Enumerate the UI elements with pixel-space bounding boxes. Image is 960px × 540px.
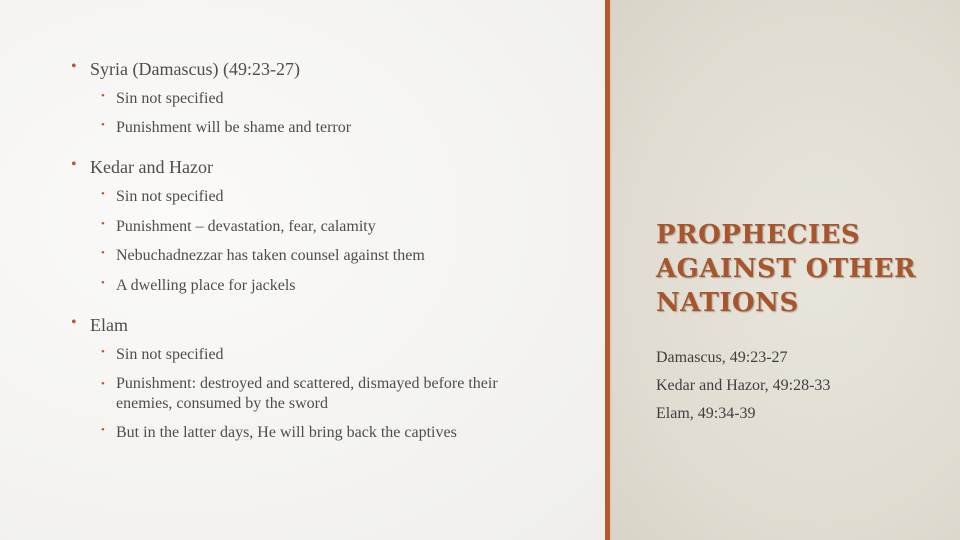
sub-bullet-text: Punishment: destroyed and scattered, dismayed before their enemies, consumed by the sword xyxy=(116,375,498,412)
sub-bullet xyxy=(101,119,352,137)
bullet-elam xyxy=(71,314,128,336)
bullet-dot-icon: • xyxy=(71,314,77,331)
bullet-dot-icon: • xyxy=(101,218,105,230)
bullet-dot-icon: • xyxy=(101,346,105,358)
sub-bullet xyxy=(101,277,296,295)
sub-bullet-text: Punishment – devastation, fear, calamity xyxy=(116,218,376,235)
sub-bullet xyxy=(101,188,224,206)
sub-bullet xyxy=(101,374,506,414)
reference-item: Kedar and Hazor, 49:28-33 xyxy=(656,377,831,394)
reference-item: Elam, 49:34-39 xyxy=(656,405,756,422)
sub-bullet xyxy=(101,90,224,108)
sub-bullet-text: Sin not specified xyxy=(116,346,224,363)
reference-list xyxy=(656,344,946,428)
sub-bullet xyxy=(101,247,425,265)
bullet-dot-icon: • xyxy=(71,156,77,173)
bullet-kedar-hazor xyxy=(71,156,213,178)
bullet-dot-icon: • xyxy=(71,58,77,75)
sub-bullet-text: Sin not specified xyxy=(116,188,224,205)
bullet-text: Elam xyxy=(90,315,128,335)
sub-bullet-text: Nebuchadnezzar has taken counsel against them xyxy=(116,247,425,264)
bullet-dot-icon: • xyxy=(101,90,105,102)
sub-bullet-text: A dwelling place for jackels xyxy=(116,277,296,294)
sub-bullet-text: Sin not specified xyxy=(116,90,224,107)
bullet-dot-icon: • xyxy=(101,188,105,200)
sub-bullet xyxy=(101,346,224,364)
bullet-dot-icon: • xyxy=(101,378,105,390)
sub-bullet-text: Punishment will be shame and terror xyxy=(116,119,352,136)
bullet-dot-icon: • xyxy=(101,247,105,259)
sub-bullet xyxy=(101,424,457,442)
bullet-dot-icon: • xyxy=(101,277,105,289)
bullet-syria xyxy=(71,58,300,80)
bullet-dot-icon: • xyxy=(101,424,105,436)
bullet-dot-icon: • xyxy=(101,119,105,131)
sub-bullet xyxy=(101,218,376,236)
bullet-text: Syria (Damascus) (49:23-27) xyxy=(90,59,300,79)
slide-title: PROPHECIES AGAINST OTHER NATIONS xyxy=(656,220,917,318)
sub-bullet-text: But in the latter days, He will bring back the captives xyxy=(116,424,457,441)
reference-item: Damascus, 49:23-27 xyxy=(656,349,788,366)
bullet-text: Kedar and Hazor xyxy=(90,157,213,177)
